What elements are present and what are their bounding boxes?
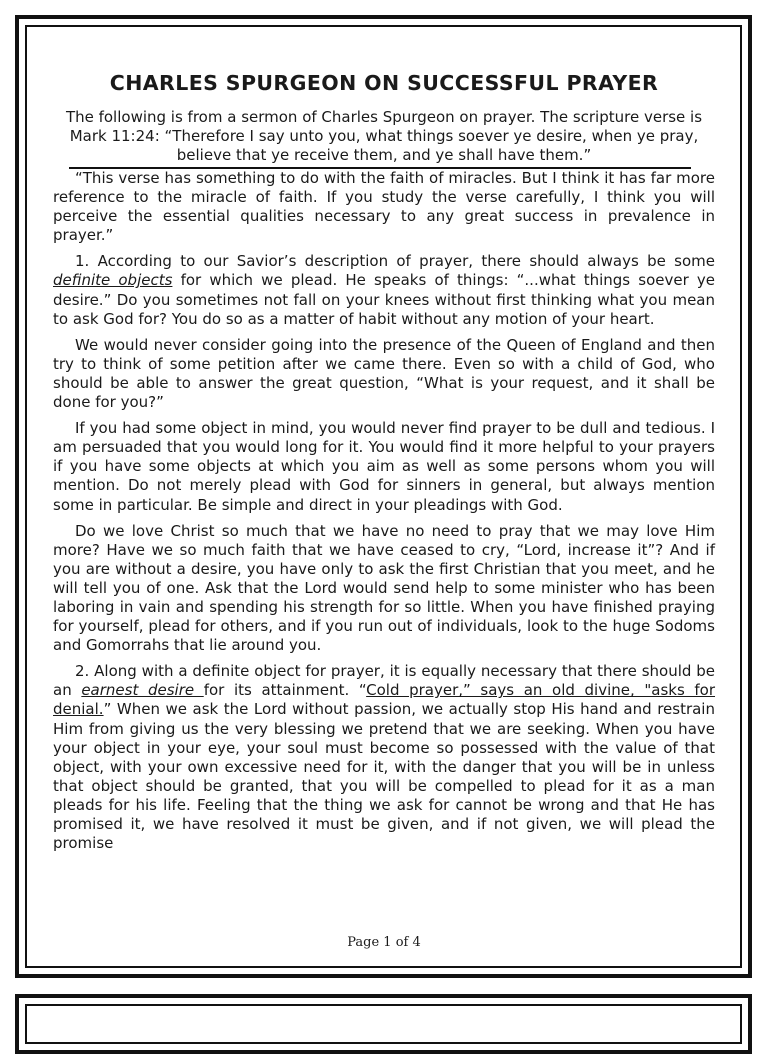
intro-paragraph: The following is from a sermon of Charles Spurgeon on prayer. The scripture verse is Mark 11:24: “Therefore I say unto you, what things soever ye desire, when ye pray, believe that ye receive them, and ye shall have them.”: [65, 108, 703, 164]
paragraph-6-text-b: for its attainment. “: [203, 681, 367, 700]
paragraph-2-text-a: 1. According to our Savior’s description of prayer, there should always be some: [75, 252, 715, 271]
paragraph-4: If you had some object in mind, you would never find prayer to be dull and tedious. I am persuaded that you would long for it. You would find it more helpful to your prayers if you have some objects at which you aim as well as some persons whom you will mention. Do not merely plead with God for sinners in general, but always mention some in particular. Be simple and direct in your pleadings with God.: [53, 419, 715, 514]
definite-objects-emphasis: definite objects: [53, 271, 173, 290]
paragraph-6-text-c: ” When we ask the Lord without passion, we actually stop His hand and restrain Him from giving us the very blessing we pretend that we are seeking. When you have your object in your eye, your soul must become so possessed with the value of that object, with your own excessive need for it, with the danger that you will be in unless that object should be granted, that you will be compelled to plead for it as a man pleads for his life. Feeling that the thing we ask for cannot be wrong and that He has promised it, we have resolved it must be given, and if not given, we will plead the promise: [53, 700, 715, 853]
cold-prayer-quote: Cold prayer,” says an old divine, "asks for denial.: [53, 681, 716, 719]
next-page-border-outer: [15, 994, 752, 1054]
paragraph-6-text-a: 2. Along with a definite object for prayer, it is equally necessary that there should be an: [53, 662, 715, 700]
paragraph-3: We would never consider going into the presence of the Queen of England and then try to think of some petition after we came there. Even so with a child of God, who should be able to answer the great question, “What is your request, and it shall be done for you?”: [53, 335, 715, 412]
paragraph-2-text-b: for which we plead. He speaks of things: “...what things soever ye desire.” Do you sometimes not fall on your knees without first thinking what you mean to ask God for? You do so as a matter of habit without any motion of your heart.: [53, 271, 716, 328]
paragraph-6: [53, 662, 715, 853]
paragraph-2: [53, 252, 715, 328]
page-number: Page 1 of 4: [347, 935, 421, 950]
paragraph-1: “This verse has something to do with the faith of miracles. But I think it has far more reference to the miracle of faith. If you study the verse carefully, I think you will perceive the essential qualities necessary to any great success in prevalence in prayer.”: [53, 169, 715, 245]
paragraph-5: Do we love Christ so much that we have no need to pray that we may love Him more? Have we so much faith that we have ceased to cry, “Lord, increase it”? And if you are without a desire, you have only to ask the first Christian that you meet, and he will tell you of one. Ask that the Lord would send help to some minister who has been laboring in vain and spending his strength for so little. When you have finished praying for yourself, plead for others, and if you run out of individuals, look to the huge Sodoms and Gomorrahs that lie around you.: [53, 521, 715, 655]
document-title: CHARLES SPURGEON ON SUCCESSFUL PRAYER: [109, 71, 659, 95]
earnest-desire-emphasis: earnest desire: [81, 681, 204, 700]
next-page-border-inner: [25, 1004, 742, 1044]
page-content: [53, 70, 715, 860]
